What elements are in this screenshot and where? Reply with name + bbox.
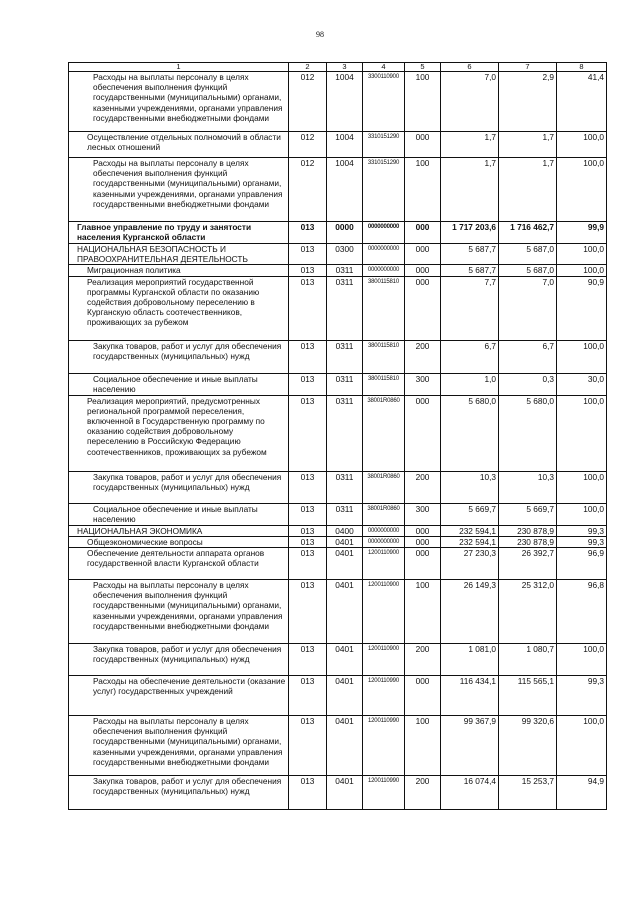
target-article-cell: 1200110990 — [363, 676, 405, 716]
plan-amount-cell: 232 594,1 — [441, 536, 499, 547]
actual-amount-cell: 10,3 — [499, 471, 557, 503]
ministry-code-cell: 013 — [289, 776, 327, 810]
row-name-cell — [69, 676, 289, 716]
ministry-code-cell: 012 — [289, 72, 327, 132]
row-name-text: Социальное обеспечение и иные выплаты населению — [93, 373, 258, 394]
expense-type-cell: 200 — [405, 340, 441, 373]
percent-cell: 100,0 — [557, 132, 607, 158]
expense-type-cell: 100 — [405, 716, 441, 776]
target-article-cell: 1200110900 — [363, 548, 405, 580]
actual-amount-cell: 5 669,7 — [499, 503, 557, 525]
section-code-cell: 0000 — [327, 222, 363, 244]
column-header: 6 — [441, 63, 499, 72]
actual-amount-cell: 5 687,0 — [499, 265, 557, 276]
target-article-cell: 38001R0860 — [363, 503, 405, 525]
table-row — [69, 676, 607, 716]
actual-amount-cell: 0,3 — [499, 373, 557, 395]
target-article-cell: 3310151290 — [363, 158, 405, 222]
percent-cell: 99,9 — [557, 222, 607, 244]
row-name-cell — [69, 222, 289, 244]
percent-cell: 94,9 — [557, 776, 607, 810]
row-name-text: Социальное обеспечение и иные выплаты населению — [93, 503, 258, 524]
expense-type-cell: 000 — [405, 222, 441, 244]
row-name-cell — [69, 525, 289, 536]
ministry-code-cell: 013 — [289, 503, 327, 525]
expense-type-cell: 000 — [405, 265, 441, 276]
expense-type-cell: 100 — [405, 72, 441, 132]
table-row — [69, 548, 607, 580]
ministry-code-cell: 013 — [289, 276, 327, 340]
column-header: 1 — [69, 63, 289, 72]
percent-cell: 100,0 — [557, 716, 607, 776]
percent-cell: 99,3 — [557, 536, 607, 547]
target-article-cell: 38001R0860 — [363, 471, 405, 503]
plan-amount-cell: 16 074,4 — [441, 776, 499, 810]
percent-cell: 100,0 — [557, 471, 607, 503]
column-header: 8 — [557, 63, 607, 72]
table-row — [69, 471, 607, 503]
table-row — [69, 132, 607, 158]
expense-type-cell: 000 — [405, 536, 441, 547]
table-row — [69, 158, 607, 222]
section-code-cell: 0401 — [327, 776, 363, 810]
percent-cell: 30,0 — [557, 373, 607, 395]
row-name-text: Реализация мероприятий, предусмотренных региональной программой переселения, включенной в Государственную программу по оказанию содействия добровольному переселению в Российскую Федерацию соотечественников, проживающих за рубежом — [87, 395, 267, 457]
section-code-cell: 0401 — [327, 716, 363, 776]
ministry-code-cell: 013 — [289, 373, 327, 395]
ministry-code-cell: 013 — [289, 548, 327, 580]
section-code-cell: 0311 — [327, 276, 363, 340]
plan-amount-cell: 116 434,1 — [441, 676, 499, 716]
section-code-cell: 1004 — [327, 132, 363, 158]
section-code-cell: 0311 — [327, 471, 363, 503]
actual-amount-cell: 99 320,6 — [499, 716, 557, 776]
row-name-cell — [69, 580, 289, 644]
percent-cell: 100,0 — [557, 340, 607, 373]
row-name-cell — [69, 395, 289, 471]
plan-amount-cell: 6,7 — [441, 340, 499, 373]
target-article-cell: 0000000000 — [363, 222, 405, 244]
target-article-cell: 3800115810 — [363, 276, 405, 340]
section-code-cell: 0311 — [327, 503, 363, 525]
target-article-cell: 3300110900 — [363, 72, 405, 132]
ministry-code-cell: 013 — [289, 395, 327, 471]
ministry-code-cell: 013 — [289, 580, 327, 644]
target-article-cell: 1200110990 — [363, 776, 405, 810]
plan-amount-cell: 1 717 203,6 — [441, 222, 499, 244]
table-row — [69, 222, 607, 244]
row-name-text: Общеэкономические вопросы — [87, 536, 203, 547]
percent-cell: 100,0 — [557, 503, 607, 525]
plan-amount-cell: 26 149,3 — [441, 580, 499, 644]
percent-cell: 96,9 — [557, 548, 607, 580]
page-number: 98 — [316, 30, 324, 39]
row-name-text: Осуществление отдельных полномочий в области лесных отношений — [87, 132, 281, 153]
plan-amount-cell: 7,0 — [441, 72, 499, 132]
target-article-cell: 0000000000 — [363, 244, 405, 265]
percent-cell: 90,9 — [557, 276, 607, 340]
table-row — [69, 72, 607, 132]
ministry-code-cell: 013 — [289, 222, 327, 244]
plan-amount-cell: 1,7 — [441, 158, 499, 222]
row-name-text: Главное управление по труду и занятости населения Курганской области — [77, 222, 252, 243]
plan-amount-cell: 5 687,7 — [441, 265, 499, 276]
table-row — [69, 265, 607, 276]
row-name-text: Расходы на выплаты персоналу в целях обеспечения выполнения функций государственными (муниципальными) органами, казенными учреждениями, органами управления государственными внебюджетными фондами — [93, 580, 283, 631]
plan-amount-cell: 1 081,0 — [441, 644, 499, 676]
ministry-code-cell: 013 — [289, 644, 327, 676]
section-code-cell: 0401 — [327, 580, 363, 644]
target-article-cell: 0000000000 — [363, 525, 405, 536]
target-article-cell: 38001R0860 — [363, 395, 405, 471]
percent-cell: 96,8 — [557, 580, 607, 644]
ministry-code-cell: 013 — [289, 536, 327, 547]
table-row — [69, 395, 607, 471]
expense-type-cell: 200 — [405, 644, 441, 676]
row-name-text: Закупка товаров, работ и услуг для обеспечения государственных (муниципальных) нужд — [93, 644, 282, 665]
ministry-code-cell: 013 — [289, 265, 327, 276]
ministry-code-cell: 013 — [289, 471, 327, 503]
actual-amount-cell: 230 878,9 — [499, 525, 557, 536]
expense-type-cell: 000 — [405, 676, 441, 716]
plan-amount-cell: 99 367,9 — [441, 716, 499, 776]
actual-amount-cell: 1,7 — [499, 158, 557, 222]
percent-cell: 99,3 — [557, 676, 607, 716]
percent-cell: 100,0 — [557, 395, 607, 471]
column-header: 4 — [363, 63, 405, 72]
target-article-cell: 1200110900 — [363, 580, 405, 644]
table-row — [69, 776, 607, 810]
column-header: 5 — [405, 63, 441, 72]
table-row — [69, 244, 607, 265]
target-article-cell: 0000000000 — [363, 536, 405, 547]
row-name-cell — [69, 340, 289, 373]
target-article-cell: 3310151290 — [363, 132, 405, 158]
actual-amount-cell: 7,0 — [499, 276, 557, 340]
section-code-cell: 0311 — [327, 373, 363, 395]
section-code-cell: 0401 — [327, 548, 363, 580]
section-code-cell: 0311 — [327, 340, 363, 373]
target-article-cell: 3800115810 — [363, 340, 405, 373]
actual-amount-cell: 230 878,9 — [499, 536, 557, 547]
ministry-code-cell: 013 — [289, 525, 327, 536]
table-row — [69, 373, 607, 395]
row-name-text: Закупка товаров, работ и услуг для обеспечения государственных (муниципальных) нужд — [93, 776, 282, 797]
ministry-code-cell: 013 — [289, 716, 327, 776]
row-name-cell — [69, 72, 289, 132]
expense-type-cell: 100 — [405, 158, 441, 222]
expense-type-cell: 000 — [405, 395, 441, 471]
row-name-cell — [69, 276, 289, 340]
actual-amount-cell: 1 716 462,7 — [499, 222, 557, 244]
plan-amount-cell: 5 687,7 — [441, 244, 499, 265]
column-header: 2 — [289, 63, 327, 72]
row-name-cell — [69, 158, 289, 222]
expense-type-cell: 000 — [405, 244, 441, 265]
plan-amount-cell: 5 680,0 — [441, 395, 499, 471]
target-article-cell: 1200110900 — [363, 644, 405, 676]
expense-type-cell: 200 — [405, 776, 441, 810]
table-header-row — [69, 63, 607, 72]
expense-type-cell: 000 — [405, 132, 441, 158]
expense-type-cell: 300 — [405, 373, 441, 395]
ministry-code-cell: 013 — [289, 676, 327, 716]
ministry-code-cell: 012 — [289, 132, 327, 158]
section-code-cell: 0311 — [327, 395, 363, 471]
target-article-cell: 1200110990 — [363, 716, 405, 776]
percent-cell: 100,0 — [557, 244, 607, 265]
row-name-cell — [69, 373, 289, 395]
table-body — [69, 72, 607, 810]
row-name-cell — [69, 265, 289, 276]
expense-type-cell: 000 — [405, 548, 441, 580]
actual-amount-cell: 1,7 — [499, 132, 557, 158]
row-name-text: Расходы на выплаты персоналу в целях обеспечения выполнения функций государственными (муниципальными) органами, казенными учреждениями, органами управления государственными внебюджетными фондами — [93, 158, 283, 209]
percent-cell: 99,3 — [557, 525, 607, 536]
column-header: 3 — [327, 63, 363, 72]
row-name-cell — [69, 644, 289, 676]
actual-amount-cell: 2,9 — [499, 72, 557, 132]
expense-type-cell: 200 — [405, 471, 441, 503]
table-row — [69, 276, 607, 340]
plan-amount-cell: 5 669,7 — [441, 503, 499, 525]
plan-amount-cell: 7,7 — [441, 276, 499, 340]
table-row — [69, 503, 607, 525]
section-code-cell: 0400 — [327, 525, 363, 536]
target-article-cell: 3800115810 — [363, 373, 405, 395]
row-name-text: НАЦИОНАЛЬНАЯ БЕЗОПАСНОСТЬ И ПРАВООХРАНИТЕЛЬНАЯ ДЕЯТЕЛЬНОСТЬ — [77, 244, 248, 265]
row-name-text: Расходы на выплаты персоналу в целях обеспечения выполнения функций государственными (муниципальными) органами, казенными учреждениями, органами управления государственными внебюджетными фондами — [93, 716, 283, 767]
table-row — [69, 536, 607, 547]
row-name-cell — [69, 132, 289, 158]
row-name-cell — [69, 548, 289, 580]
row-name-text: Закупка товаров, работ и услуг для обеспечения государственных (муниципальных) нужд — [93, 340, 282, 361]
expense-type-cell: 100 — [405, 580, 441, 644]
percent-cell: 100,0 — [557, 265, 607, 276]
ministry-code-cell: 013 — [289, 340, 327, 373]
table-row — [69, 340, 607, 373]
expense-type-cell: 000 — [405, 276, 441, 340]
row-name-cell — [69, 536, 289, 547]
actual-amount-cell: 115 565,1 — [499, 676, 557, 716]
percent-cell: 41,4 — [557, 72, 607, 132]
table-row — [69, 644, 607, 676]
expense-type-cell: 000 — [405, 525, 441, 536]
section-code-cell: 0311 — [327, 265, 363, 276]
row-name-text: Расходы на обеспечение деятельности (оказание услуг) государственных учреждений — [93, 676, 286, 697]
actual-amount-cell: 26 392,7 — [499, 548, 557, 580]
row-name-cell — [69, 716, 289, 776]
section-code-cell: 0401 — [327, 536, 363, 547]
section-code-cell: 0300 — [327, 244, 363, 265]
actual-amount-cell: 15 253,7 — [499, 776, 557, 810]
section-code-cell: 0401 — [327, 676, 363, 716]
percent-cell: 100,0 — [557, 644, 607, 676]
expense-type-cell: 300 — [405, 503, 441, 525]
row-name-text: Миграционная политика — [87, 265, 181, 276]
row-name-cell — [69, 471, 289, 503]
budget-table — [68, 62, 607, 810]
section-code-cell: 1004 — [327, 158, 363, 222]
row-name-cell — [69, 776, 289, 810]
section-code-cell: 1004 — [327, 72, 363, 132]
plan-amount-cell: 232 594,1 — [441, 525, 499, 536]
table-row — [69, 580, 607, 644]
ministry-code-cell: 012 — [289, 158, 327, 222]
row-name-cell — [69, 503, 289, 525]
ministry-code-cell: 013 — [289, 244, 327, 265]
row-name-text: НАЦИОНАЛЬНАЯ ЭКОНОМИКА — [77, 525, 203, 536]
plan-amount-cell: 27 230,3 — [441, 548, 499, 580]
actual-amount-cell: 5 687,0 — [499, 244, 557, 265]
row-name-cell — [69, 244, 289, 265]
column-header: 7 — [499, 63, 557, 72]
row-name-text: Расходы на выплаты персоналу в целях обеспечения выполнения функций государственными (муниципальными) органами, казенными учреждениями, органами управления государственными внебюджетными фондами — [93, 72, 283, 123]
percent-cell: 100,0 — [557, 158, 607, 222]
row-name-text: Обеспечение деятельности аппарата органов государственной власти Курганской области — [87, 548, 265, 569]
table-row — [69, 716, 607, 776]
actual-amount-cell: 6,7 — [499, 340, 557, 373]
plan-amount-cell: 10,3 — [441, 471, 499, 503]
row-name-text: Реализация мероприятий государственной программы Курганской области по оказанию содействия добровольному переселению в Курганскую область соотечественников, проживающих за рубежом — [87, 276, 260, 328]
row-name-text: Закупка товаров, работ и услуг для обеспечения государственных (муниципальных) нужд — [93, 471, 282, 492]
plan-amount-cell: 1,7 — [441, 132, 499, 158]
plan-amount-cell: 1,0 — [441, 373, 499, 395]
target-article-cell: 0000000000 — [363, 265, 405, 276]
section-code-cell: 0401 — [327, 644, 363, 676]
actual-amount-cell: 5 680,0 — [499, 395, 557, 471]
actual-amount-cell: 1 080,7 — [499, 644, 557, 676]
actual-amount-cell: 25 312,0 — [499, 580, 557, 644]
table-row — [69, 525, 607, 536]
